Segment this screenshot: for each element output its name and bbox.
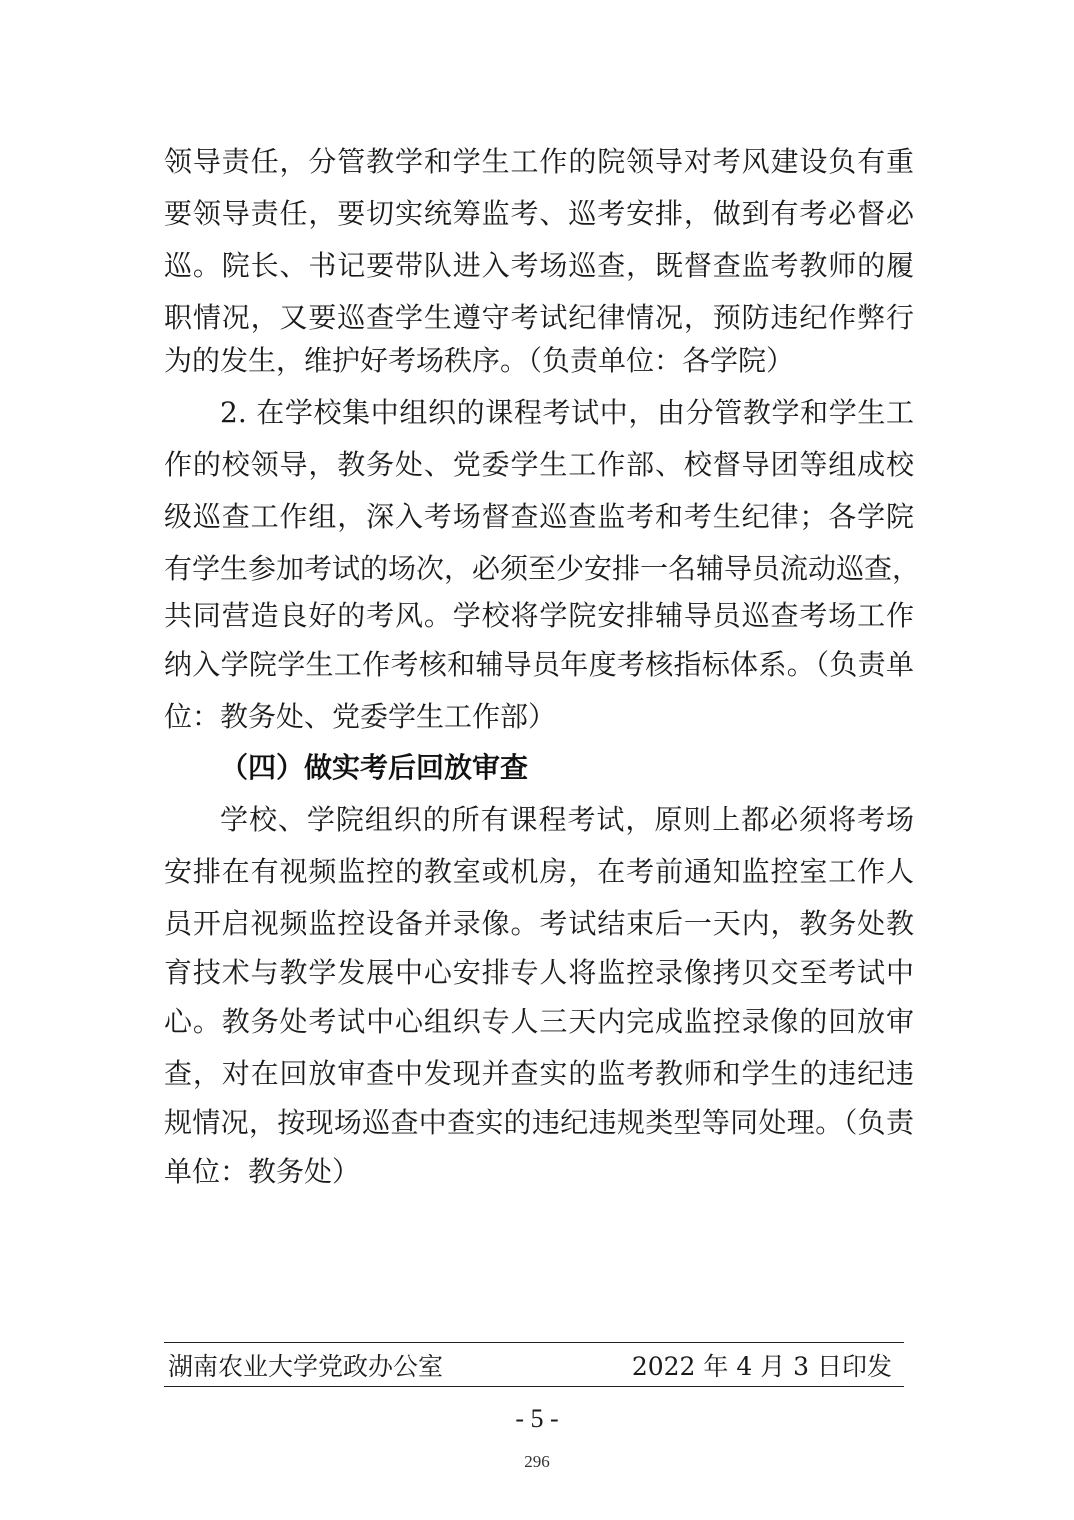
section-heading: （四）做实考后回放审查 <box>220 751 529 784</box>
paragraph-3-line-7: 规情况，按现场巡查中查实的违纪违规类型等同处理。（负责 <box>164 1106 914 1139</box>
paragraph-1-line-4: 职情况，又要巡查学生遵守考试纪律情况，预防违纪作弊行 <box>164 301 914 334</box>
sheet-number: 296 <box>524 1452 550 1471</box>
paragraph-3-line-5: 心。教务处考试中心组织专人三天内完成监控录像的回放审 <box>164 1005 914 1038</box>
paragraph-2-line-6: 纳入学院学生工作考核和辅导员年度考核指标体系。（负责单 <box>164 648 914 681</box>
paragraph-3-line-1: 学校、学院组织的所有课程考试，原则上都必须将考场 <box>220 803 914 836</box>
paragraph-3-line-3: 员开启视频监控设备并录像。考试结束后一天内，教务处教 <box>164 907 914 940</box>
paragraph-3-line-8: 单位：教务处） <box>164 1155 361 1188</box>
paragraph-2-line-2: 作的校领导，教务处、党委学生工作部、校督导团等组成校 <box>164 448 914 481</box>
paragraph-1-line-2: 要领导责任，要切实统筹监考、巡考安排，做到有考必督必 <box>164 197 914 230</box>
paragraph-3-line-4: 育技术与教学发展中心安排专人将监控录像拷贝交至考试中 <box>164 956 914 989</box>
paragraph-3-line-6: 查，对在回放审查中发现并查实的监考教师和学生的违纪违 <box>164 1057 914 1090</box>
paragraph-2-line-7: 位：教务处、党委学生工作部） <box>164 700 557 733</box>
footer-bottom-rule <box>164 1386 904 1387</box>
paragraph-2-line-4: 有学生参加考试的场次，必须至少安排一名辅导员流动巡查， <box>164 552 921 585</box>
footer-top-rule <box>164 1342 904 1343</box>
paragraph-1-line-5: 为的发生，维护好考场秩序。（负责单位：各学院） <box>164 344 795 377</box>
paragraph-2-line-1: 2. 在学校集中组织的课程考试中，由分管教学和学生工 <box>220 396 914 429</box>
paragraph-1-line-3: 巡。院长、书记要带队进入考场巡查，既督查监考教师的履 <box>164 249 914 282</box>
footer-issue-date: 2022 年 4 月 3 日印发 <box>631 1352 892 1381</box>
paragraph-2-line-3: 级巡查工作组，深入考场督查巡查监考和考生纪律；各学院 <box>164 500 914 533</box>
footer-issuer: 湖南农业大学党政办公室 <box>168 1352 444 1381</box>
paragraph-3-line-2: 安排在有视频监控的教室或机房，在考前通知监控室工作人 <box>164 855 914 888</box>
paragraph-2-line-5: 共同营造良好的考风。学校将学院安排辅导员巡查考场工作 <box>164 599 914 632</box>
paragraph-1-line-1: 领导责任，分管教学和学生工作的院领导对考风建设负有重 <box>164 145 914 178</box>
page-number: - 5 - <box>515 1404 559 1433</box>
